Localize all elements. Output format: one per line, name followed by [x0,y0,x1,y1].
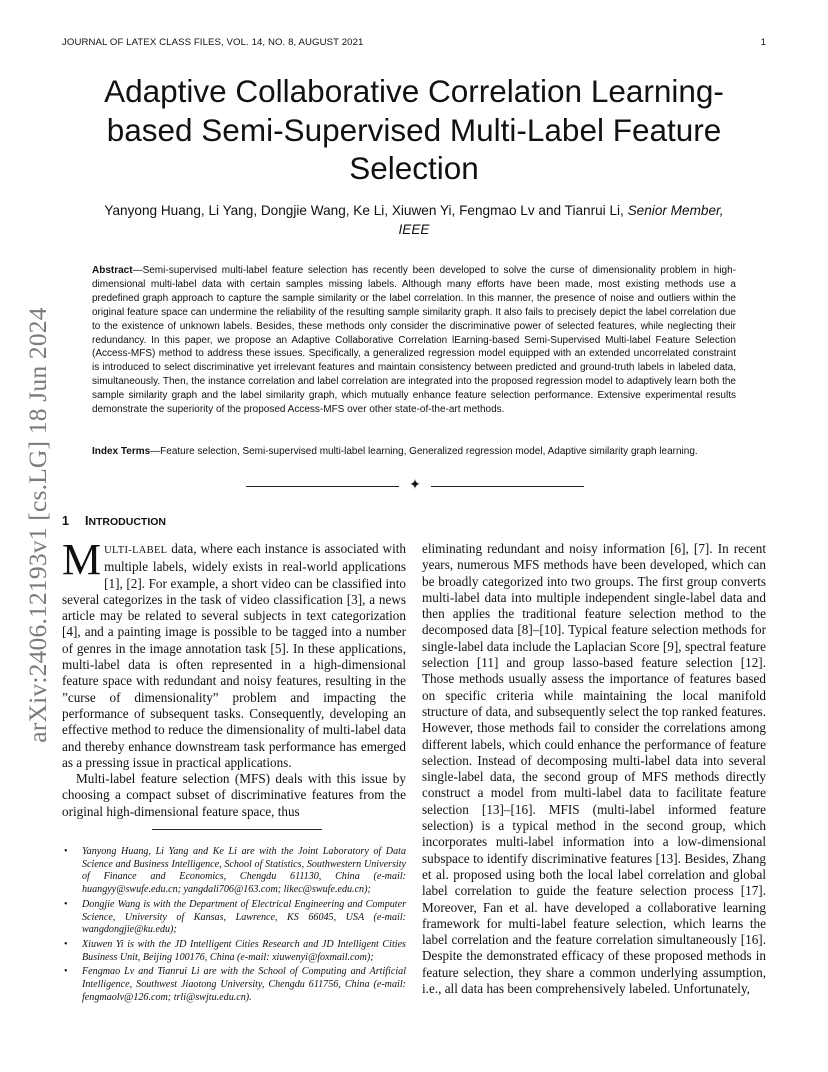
footnote-text: Dongjie Wang is with the Department of Electrical Engineering and Computer Science, University of Kansas, Lawrence, KS 66045, USA (e-mail: wangdongjie@ku.edu); [82,898,406,936]
body-column-left [62,535,406,820]
footnote-rule [152,829,322,830]
footnote-text: Xiuwen Yi is with the JD Intelligent Cities Research and JD Intelligent Cities Business Unit, Beijing 100176, China (e-mail: xiuwenyi@foxmail.com); [82,938,406,963]
drop-cap: M [62,535,102,584]
section-divider [246,479,584,493]
index-terms [92,445,736,459]
intro-paragraph-1-text: data, where each instance is associated with multiple labels, widely exists in real-world applications [1], [2]. For example, a short video can be classified into several categorizes in the task of video classification [3], a news article may be related to several subjects in text categorization [4], and a painting image is possible to be tagged into a number of genres in the image annotation task [5]. In these applications, multi-label data is often represented in a high-dimensional feature space with redundant and noisy features, resulting in the ”curse of dimensionality” problem and impacting the performance of subsequent tasks. Consequently, developing an effective method to reduce the dimensionality of multi-label data and thereby enhance downstream task performance has emerged as a pressing issue in practical applications. [62,541,406,770]
abstract-text: —Semi-supervised multi-label feature selection has recently been developed to solve the curse of dimensionality problem in high-dimensional multi-label data with certain samples missing labels. Although many efforts have been made, most existing methods use a predefined graph approach to capture the sample similarity or the label correlation. In this manner, the presence of noise and outliers within the original feature space can undermine the reliability of the resulting sample similarity graph. It also fails to precisely depict the label correlation due to the existence of unknown labels. Besides, these methods only consider the discriminative power of selected features, while neglecting their redundancy. In this paper, we propose an Adaptive Collaborative Correlation lEarning-based Semi-Supervised Multi-label Feature Selection (Access-MFS) method to address these issues. Specifically, a generalized regression model equipped with an extended uncorrelated constraint is introduced to select discriminative yet irrelevant features and maintain consistency between predicted and ground-truth labels in labeled data, simultaneously. Then, the instance correlation and label correlation are integrated into the proposed regression model to adaptively learn both the sample similarity graph and the label similarity graph, which mutually enhance feature selection performance. Extensive experimental results demonstrate the superiority of the proposed Access-MFS over other state-of-the-art methods. [92,265,736,416]
journal-header: JOURNAL OF LATEX CLASS FILES, VOL. 14, NO. 8, AUGUST 2021 [62,37,364,48]
index-terms-text: —Feature selection, Semi-supervised multi-label learning, Generalized regression model, Adaptive similarity graph learning. [150,446,698,457]
bullet-icon: • [64,898,68,910]
page-number: 1 [760,37,766,48]
footnote-item [62,966,406,1004]
footnote-text: Fengmao Lv and Tianrui Li are with the School of Computing and Artificial Intelligence, Southwest Jiaotong University, Chengdu 611756, China (e-mail: fengmaolv@126.com; trli@swjtu.edu.cn). [82,966,406,1003]
section-heading [62,514,166,528]
footnote-item [62,939,406,964]
intro-paragraph-1 [62,535,406,771]
divider-star-icon: ✦ [409,478,421,493]
footnote-item [62,899,406,937]
arxiv-stamp-text: arXiv:2406.12193v1 [cs.LG] 18 Jun 2024 [23,307,52,743]
divider-line-right [431,486,584,487]
section-title-first: I [84,514,89,528]
abstract-label: Abstract [92,265,133,276]
paper-title: Adaptive Collaborative Correlation Learning-based Semi-Supervised Multi-Label Feature Selection [104,73,724,186]
divider-line-left [246,486,399,487]
bullet-icon: • [64,966,68,978]
author-names: Yanyong Huang, Li Yang, Dongjie Wang, Ke Li, Xiuwen Yi, Fengmao Lv and Tianrui Li, [104,203,628,218]
body-column-right [422,541,766,997]
footnotes [62,846,406,1006]
author-list [90,202,738,239]
footnote-item [62,846,406,897]
author-membership: Senior Member, IEEE [398,203,724,237]
intro-smallcaps: ULTI-LABEL [104,545,168,556]
abstract [92,264,736,417]
intro-paragraph-3: eliminating redundant and noisy information [6], [7]. In recent years, numerous MFS methods have been developed, which can be broadly categorized into two groups. The first group converts multi-label data into multiple independent single-label data and then applies the traditional feature selection method to the decomposed data [8]–[10]. Typical feature selection methods for single-label data include the Laplacian Score [9], spectral feature selection [11] and group lasso-based feature selection [12]. Those methods usually assess the importance of features based on specific criteria while maintaining the local manifold structure of data, and subsequently select the top ranked features. However, those methods fail to consider the correlations among different labels, which could enhance the performance of feature selection. Instead of decomposing multi-label data into several single-label data, the second group of MFS methods directly construct a model from multi-label data to facilitate feature selection [13]–[16]. MFIS (multi-label informed feature selection) is a typical method in the second group, which incorporates multi-label information into a low-dimensional subspace to identify discriminative features [13]. Besides, Zhang et al. proposed using both the local label correlation and global label correlation to guide the feature selection process [17]. Moreover, Fan et al. have developed a collaborative learning framework for multi-label feature selection, which learns the label correlation and the feature correlation simultaneously [16]. Despite the demonstrated efficacy of these proposed methods in feature selection, they share a common underlying assumption, i.e., all data has been comprehensively labeled. Unfortunately, [422,541,766,997]
bullet-icon: • [64,938,68,950]
footnote-text: Yanyong Huang, Li Yang and Ke Li are with the Joint Laboratory of Data Science and Business Intelligence, School of Statistics, Southwestern University of Finance and Economics, Chengdu 611130, China (e-mail: huangyy@swufe.edu.cn; yangdali706@163.com; likec@swufe.edu.cn); [82,846,406,896]
intro-paragraph-2: Multi-label feature selection (MFS) deals with this issue by choosing a compact subset of discriminative features from the original high-dimensional feature space, thus [62,771,406,819]
index-terms-label: Index Terms [92,446,151,457]
section-title-rest: NTRODUCTION [88,516,167,528]
section-number: 1 [62,514,69,528]
arxiv-stamp [18,290,58,760]
bullet-icon: • [64,846,68,857]
